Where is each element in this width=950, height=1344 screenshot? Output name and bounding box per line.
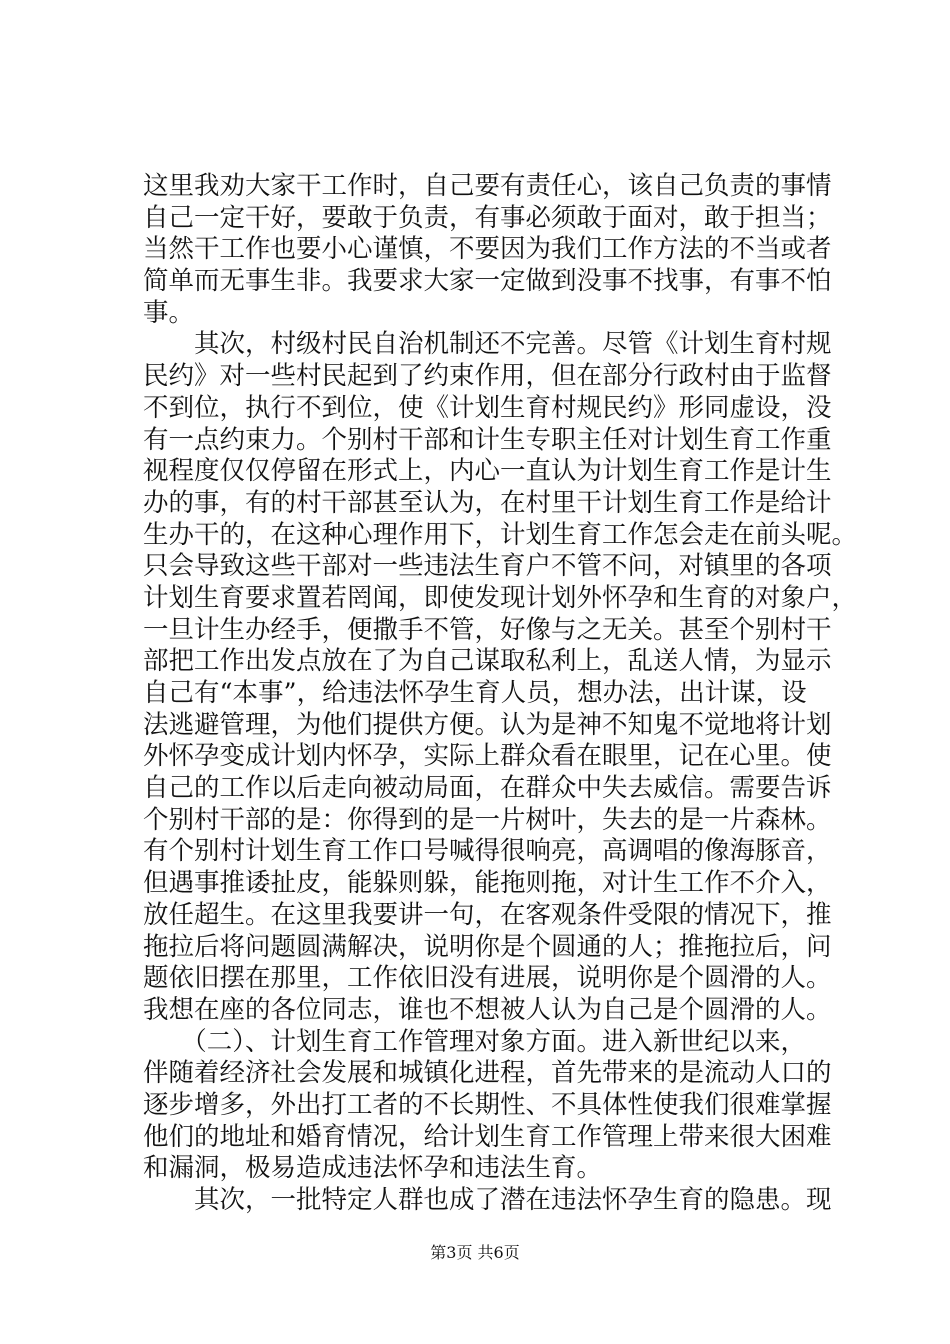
text-line: 一旦计生办经手，便撒手不管，好像与之无关。甚至个别村干 (143, 614, 832, 645)
text-line: 简单而无事生非。我要求大家一定做到没事不找事，有事不怕 (143, 266, 832, 297)
text-line: 我想在座的各位同志，谁也不想被人认为自己是个圆滑的人。 (143, 994, 832, 1025)
text-line: 其次，村级村民自治机制还不完善。尽管《计划生育村规 (143, 329, 832, 360)
text-line: 只会导致这些干部对一些违法生育户不管不问，对镇里的各项 (143, 551, 832, 582)
text-line: 但遇事推诿扯皮，能躲则躲，能拖则拖，对计生工作不介入， (143, 868, 832, 899)
text-line: 当然干工作也要小心谨慎，不要因为我们工作方法的不当或者 (143, 234, 832, 265)
text-line: 有一点约束力。个别村干部和计生专职主任对计划生育工作重 (143, 424, 832, 455)
text-line: 放任超生。在这里我要讲一句，在客观条件受限的情况下，推 (143, 899, 832, 930)
text-line: 事。 (143, 297, 195, 328)
text-line: 伴随着经济社会发展和城镇化进程，首先带来的是流动人口的 (143, 1058, 832, 1089)
text-line: 计划生育要求置若罔闻，即使发现计划外怀孕和生育的对象户， (143, 582, 858, 613)
text-line: 逐步增多，外出打工者的不长期性、不具体性使我们很难掌握 (143, 1089, 832, 1120)
text-line: 法逃避管理，为他们提供方便。认为是神不知鬼不觉地将计划 (143, 709, 832, 740)
text-line: 其次，一批特定人群也成了潜在违法怀孕生育的隐患。现 (143, 1185, 832, 1215)
text-line: 题依旧摆在那里，工作依旧没有进展，说明你是个圆滑的人。 (143, 963, 832, 994)
text-line: 自己有“本事”，给违法怀孕生育人员，想办法，出计谋，设 (143, 678, 807, 708)
text-line: 部把工作出发点放在了为自己谋取私利上，乱送人情，为显示 (143, 646, 832, 677)
text-line: 外怀孕变成计划内怀孕，实际上群众看在眼里，记在心里。使 (143, 741, 832, 772)
text-line: 民约》对一些村民起到了约束作用，但在部分行政村由于监督 (143, 361, 832, 392)
text-line: 视程度仅仅停留在形式上，内心一直认为计划生育工作是计生 (143, 456, 832, 487)
text-line: 和漏洞，极易造成违法怀孕和违法生育。 (143, 1153, 603, 1184)
text-line: 有个别村计划生育工作口号喊得很响亮，高调唱的像海豚音， (143, 836, 832, 867)
text-line: （二）、计划生育工作管理对象方面。进入新世纪以来， (143, 1026, 807, 1057)
document-body (143, 171, 858, 1217)
text-line: 个别村干部的是：你得到的是一片树叶，失去的是一片森林。 (143, 804, 832, 835)
text-line: 办的事，有的村干部甚至认为，在村里干计划生育工作是给计 (143, 487, 832, 518)
text-line: 他们的地址和婚育情况，给计划生育工作管理上带来很大困难 (143, 1121, 832, 1152)
text-line: 自己的工作以后走向被动局面，在群众中失去威信。需要告诉 (143, 773, 832, 804)
text-line: 自己一定干好，要敢于负责，有事必须敢于面对，敢于担当； (143, 202, 832, 233)
text-line: 这里我劝大家干工作时，自己要有责任心，该自己负责的事情 (143, 171, 832, 201)
text-line: 拖拉后将问题圆满解决，说明你是个圆通的人；推拖拉后，问 (143, 931, 832, 962)
text-line: 生办干的，在这种心理作用下，计划生育工作怎会走在前头呢。 (143, 519, 858, 550)
text-line: 不到位，执行不到位，使《计划生育村规民约》形同虚设，没 (143, 392, 832, 423)
page-number-footer: 第3页 共6页 (430, 1243, 520, 1262)
